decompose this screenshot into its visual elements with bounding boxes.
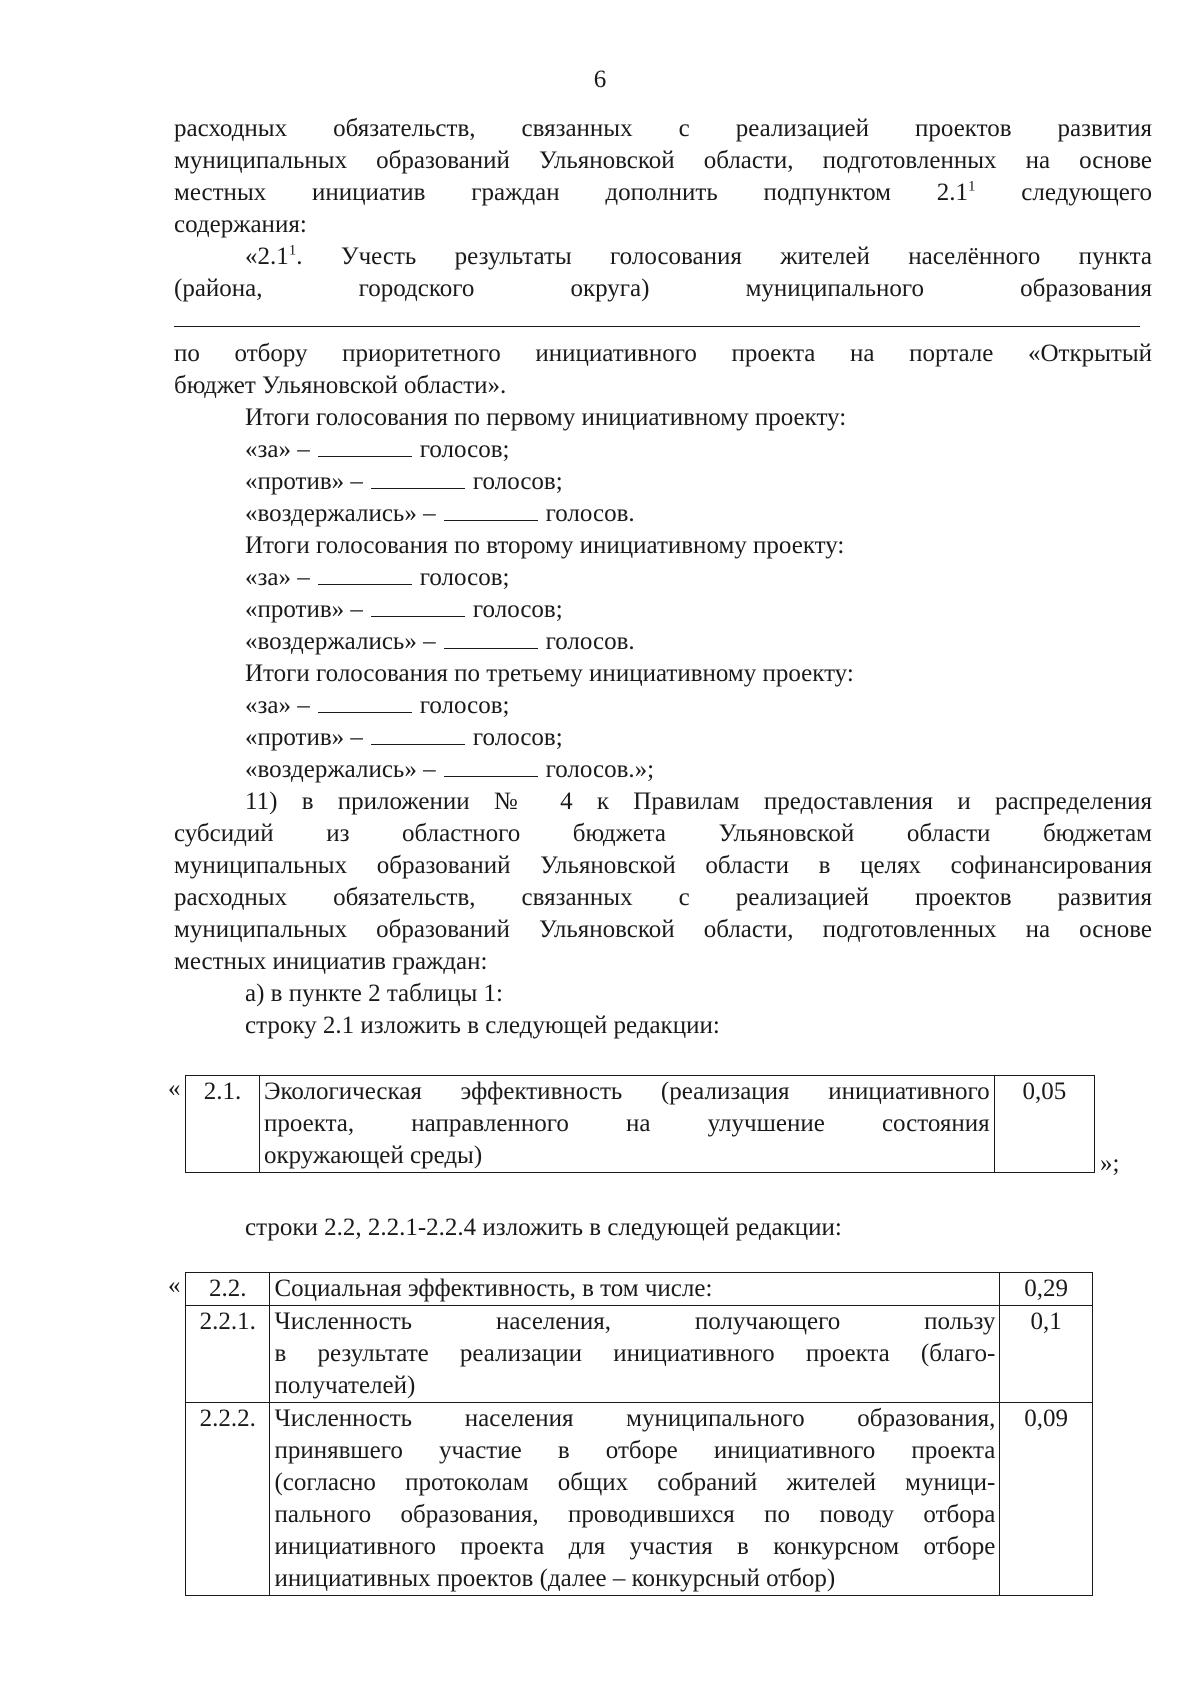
text-fragment: местных инициатив граждан дополнить подпунктом 2.1: [174, 179, 968, 206]
blank-field: [371, 722, 465, 745]
text-line: расходных обязательств, связанных с реализацией проектов развития: [174, 115, 1152, 142]
text-line: (района, городского округа) муниципального образования: [174, 275, 1152, 302]
vote-line: «воздержались» – голосов.»;: [245, 756, 655, 783]
text-line: по отбору приоритетного инициативного проекта на портале «Открытый: [174, 340, 1152, 367]
table-row: [186, 1306, 1093, 1403]
table-row-2-1: [185, 1075, 1095, 1173]
vote-line: «против» – голосов;: [245, 596, 563, 623]
fill-in-line: [174, 326, 1140, 327]
vote-line: «воздержались» – голосов.: [245, 628, 635, 655]
table-cell-value: 0,1: [1000, 1306, 1093, 1403]
open-quote: «: [168, 1272, 181, 1299]
text-line: строки 2.2, 2.2.1-2.2.4 изложить в следующей редакции:: [245, 1214, 842, 1241]
blank-field: [444, 626, 538, 649]
close-quote: »;: [1100, 1150, 1120, 1177]
text-line: бюджет Ульяновской области».: [174, 372, 507, 399]
table-row: [186, 1076, 1095, 1173]
table-cell-number: 2.2.2.: [186, 1403, 270, 1596]
superscript: 1: [288, 242, 297, 259]
blank-field: [318, 690, 412, 713]
table-cell-description: Социальная эффективность, в том числе:: [270, 1273, 1000, 1306]
text-line: расходных обязательств, связанных с реализацией проектов развития: [174, 884, 1152, 911]
text-line: муниципальных образований Ульяновской области, подготовленных на основе: [174, 916, 1152, 943]
open-quote: «: [168, 1075, 181, 1102]
text-line: муниципальных образований Ульяновской области в целях софинансирования: [174, 852, 1152, 879]
text-line: 11) в приложении № 4 к Правилам предоставления и распределения: [245, 788, 1152, 815]
text-line: содержания:: [174, 211, 307, 238]
table-row: [186, 1403, 1093, 1596]
table-row: [186, 1273, 1093, 1306]
table-cell-description: Экологическая эффективность (реализация инициативного проекта, направленного на улучшение состояния окружающей среды): [259, 1076, 994, 1173]
table-cell-value: 0,09: [1000, 1403, 1093, 1596]
table-cell-number: 2.1.: [186, 1076, 260, 1173]
vote-heading: Итоги голосования по третьему инициативному проекту:: [245, 660, 854, 687]
text-line: строку 2.1 изложить в следующей редакции:: [245, 1012, 720, 1039]
blank-field: [371, 594, 465, 617]
table-rows-2-2: [185, 1272, 1093, 1596]
blank-field: [318, 562, 412, 585]
blank-field: [371, 466, 465, 489]
vote-heading: Итоги голосования по второму инициативному проекту:: [245, 532, 845, 559]
table-cell-value: 0,29: [1000, 1273, 1093, 1306]
text-line: субсидий из областного бюджета Ульяновской области бюджетам: [174, 820, 1152, 847]
vote-line: «против» – голосов;: [245, 724, 563, 751]
table-cell-description: Численность населения, получающего пользу в результате реализации инициативного проекта (благо- получателей): [270, 1306, 1000, 1403]
vote-heading: Итоги голосования по первому инициативному проекту:: [245, 404, 847, 431]
blank-field: [318, 434, 412, 457]
vote-line: «за» – голосов;: [245, 692, 510, 719]
blank-field: [444, 754, 538, 777]
text-fragment: следующего: [1021, 179, 1153, 206]
vote-line: «воздержались» – голосов.: [245, 500, 635, 527]
table-cell-description: Численность населения муниципального образования, принявшего участие в отборе инициативного проекта (согласно протоколам общих собраний жителей муници- пального образования, проводившихся по поводу отбора инициативного проекта для участия в конкурсном отборе инициативных проектов (далее – конкурсный отбор): [270, 1403, 1000, 1596]
vote-line: «за» – голосов;: [245, 436, 510, 463]
superscript: 1: [967, 178, 976, 195]
text-fragment: . Учесть результаты голосования жителей населённого пункта: [296, 243, 1152, 270]
text-line: [174, 177, 1152, 209]
text-line: муниципальных образований Ульяновской области, подготовленных на основе: [174, 147, 1152, 174]
table-cell-value: 0,05: [994, 1076, 1094, 1173]
text-fragment: «2.1: [245, 243, 289, 270]
table-cell-number: 2.2.: [186, 1273, 270, 1306]
table-cell-number: 2.2.1.: [186, 1306, 270, 1403]
vote-line: «за» – голосов;: [245, 564, 510, 591]
page-number: 6: [593, 66, 607, 93]
text-line: [245, 241, 1152, 273]
text-line: а) в пункте 2 таблицы 1:: [245, 980, 503, 1007]
text-line: местных инициатив граждан:: [174, 948, 488, 975]
vote-line: «против» – голосов;: [245, 468, 563, 495]
blank-field: [444, 498, 538, 521]
